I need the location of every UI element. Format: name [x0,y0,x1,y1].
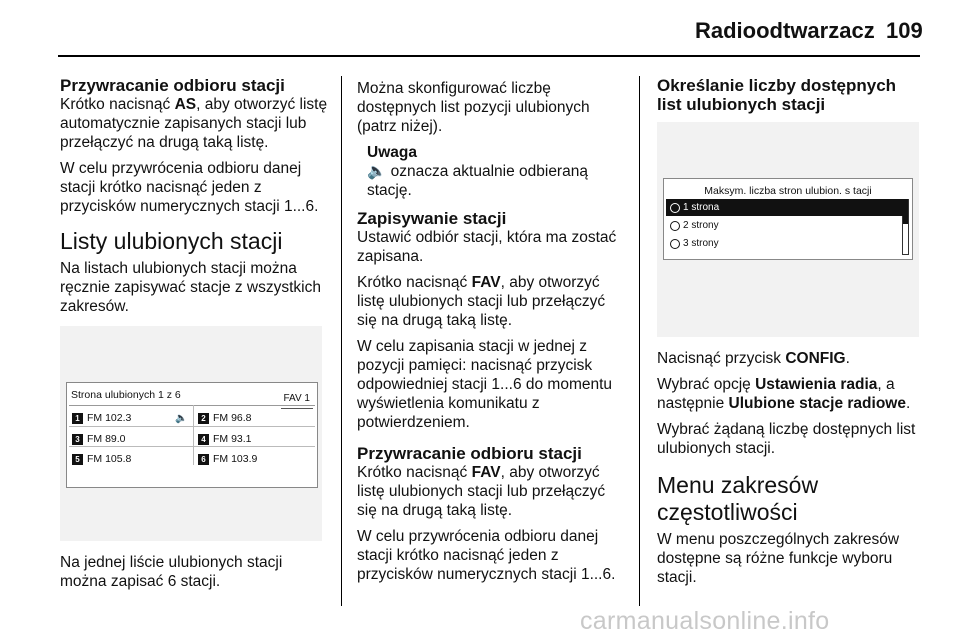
section-heading: Przywracanie odbioru stacji [357,444,582,463]
section-heading: Określanie liczby dostępnych list ulubionych stacji [657,76,897,114]
note-text: 🔈 oznacza aktualnie odbieraną stację. [367,163,588,199]
config-title: Maksym. liczba stron ulubion. s tacji [704,185,872,197]
option-3-strony[interactable]: 3 strony [666,235,908,252]
paragraph: W menu poszczególnych zakresów dostępne są różne funkcje wyboru stacji. [657,531,900,586]
radio-icon [670,239,680,249]
column-3 [657,76,925,594]
fav-station-3[interactable]: 3 FM 89.0 [72,430,126,449]
option-1-strona[interactable]: 1 strona [666,199,908,216]
fav-grid-line [69,405,315,406]
section-heading: Przywracanie odbioru stacji [60,76,285,95]
note-title: Uwaga [367,144,417,161]
radio-icon [670,221,680,231]
paragraph: Na jednej liście ulubionych stacji można zapisać 6 stacji. [60,554,283,590]
speaker-icon: 🔈 [367,163,387,180]
chapter-heading: Listy ulubionych stacji [60,228,283,254]
fav-station-5[interactable]: 5 FM 105.8 [72,450,131,469]
header-rule [58,55,920,57]
paragraph: Wybrać opcję Ustawienia radia, a następnie Ulubione stacje radiowe. [657,376,911,412]
fav-station-2[interactable]: 2 FM 96.8 [198,409,252,428]
fav-station-6[interactable]: 6 FM 103.9 [198,450,257,469]
paragraph: Nacisnąć przycisk CONFIG. [657,350,850,367]
paragraph: W celu zapisania stacji w jednej z pozycji pamięci: nacisnąć przycisk odpowiedniej stacji 1...6 do momentu wyświetlenia komunikatu z potwierdzeniem. [357,338,613,431]
fav-station-1[interactable]: 1 FM 102.3 [72,409,131,428]
chapter-heading: Menu zakresów częstotliwości [657,472,819,525]
note-box [367,143,625,200]
fav-grid-line [193,405,194,465]
column-divider [639,76,640,606]
paragraph: Krótko nacisnąć FAV, aby otworzyć listę ulubionych stacji lub przełączyć się na drugą taką listę. [357,274,606,329]
page-number: 109 [886,18,923,43]
watermark: carmanualsonline.info [580,607,830,635]
option-2-strony[interactable]: 2 strony [666,217,908,234]
paragraph: W celu przywrócenia odbioru danej stacji krótko nacisnąć jeden z przycisków numerycznych stacji 1...6. [60,160,319,215]
header-title: Radioodtwarzacz [695,18,875,43]
radio-icon [670,203,680,213]
favourites-page-title: Strona ulubionych 1 z 6 [71,389,181,401]
fav-station-4[interactable]: 4 FM 93.1 [198,430,252,449]
column-1 [60,76,328,598]
column-2 [357,79,625,591]
fav-tab: FAV 1 [281,389,314,409]
paragraph: Wybrać żądaną liczbę dostępnych list ulubionych stacji. [657,421,916,457]
config-display [663,178,913,260]
paragraph: Na listach ulubionych stacji można ręcznie zapisywać stacje z wszystkich zakresów. [60,260,321,315]
paragraph: Ustawić odbiór stacji, która ma zostać zapisana. [357,229,617,265]
paragraph: Krótko nacisnąć AS, aby otworzyć listę automatycznie zapisanych stacji lub przełączyć na drugą taką listę. [60,96,328,151]
favourites-display [66,382,318,488]
config-screen-figure [657,122,919,337]
paragraph: W celu przywrócenia odbioru danej stacji krótko nacisnąć jeden z przycisków numerycznych stacji 1...6. [357,528,616,583]
speaker-icon: 🔈 [175,413,188,424]
column-divider [341,76,342,606]
paragraph: Można skonfigurować liczbę dostępnych list pozycji ulubionych (patrz niżej). [357,80,590,135]
paragraph: Krótko nacisnąć FAV, aby otworzyć listę ulubionych stacji lub przełączyć się na drugą taką listę. [357,464,606,519]
favourites-screen-figure [60,326,322,541]
section-heading: Zapisywanie stacji [357,209,507,228]
